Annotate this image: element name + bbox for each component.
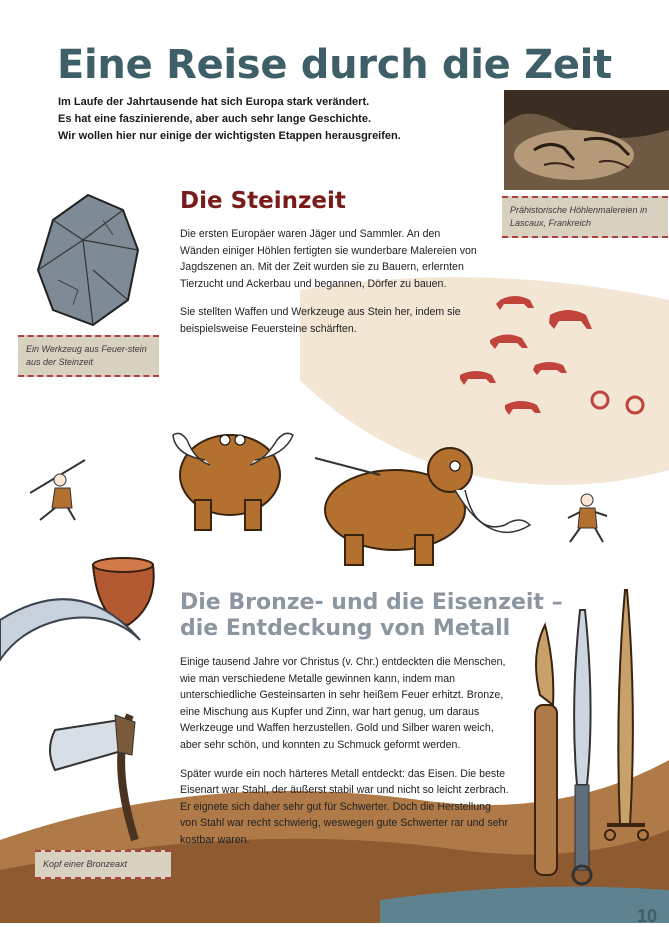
cave-photo (504, 90, 669, 190)
caption-cave-painting: Prähistorische Höhlenmalereien in Lascaux, Frankreich (502, 196, 668, 238)
bronze-axe-icon (40, 700, 150, 850)
bronze-title-line2: die Entdeckung von Metall (180, 615, 511, 641)
page-title: Eine Reise durch die Zeit (57, 42, 612, 88)
bronze-title-line1: Die Bronze- und die Eisenzeit – (180, 590, 563, 615)
intro-line: Im Laufe der Jahrtausende hat sich Europa stark verändert. (58, 96, 370, 108)
caption-bronze-axe: Kopf einer Bronzeaxt (35, 850, 171, 879)
paragraph: Später wurde ein noch härteres Metall entdeckt: das Eisen. Die beste Eisenart war Stahl, der äußerst stabil war und nicht so leicht zerbrach. Er eignete sich daher sehr gut für Schwerter. Doch die Herstellung von Stahl war recht schwierig, weswegen gute Schwerter rar und sehr kostbar waren. (180, 767, 509, 846)
cave-painting-icon (450, 285, 650, 435)
stone-age-title: Die Steinzeit (180, 188, 346, 214)
caption-flint-tool: Ein Werkzeug aus Feuer-stein aus der Steinzeit (18, 335, 159, 377)
paragraph: Die ersten Europäer waren Jäger und Sammler. An den Wänden einiger Höhlen fertigten sie wunderbare Malereien von Jagdszenen an. Mit der Zeit wurden sie zu Bauern, erlernten Tierzucht und Ackerbau und begannen, Dörfer zu bauen. (180, 228, 477, 290)
bronze-age-text (180, 654, 510, 861)
intro-line: Wir wollen hier nur einige der wichtigsten Etappen herausgreifen. (58, 130, 401, 142)
flint-tool-icon (33, 190, 143, 330)
bronze-age-title (180, 590, 563, 642)
intro-line: Es hat eine faszinierende, aber auch sehr lange Geschichte. (58, 113, 372, 125)
stone-age-text (180, 226, 480, 350)
hunter-icon (565, 492, 610, 547)
mammoth-icon (165, 395, 305, 535)
hunter-icon (30, 458, 90, 523)
mammoth-icon (305, 440, 535, 570)
paragraph: Sie stellten Waffen und Werkzeuge aus Stein her, indem sie beispielsweise Feuersteine schärften. (180, 306, 461, 335)
paragraph: Einige tausend Jahre vor Christus (v. Chr.) entdeckten die Menschen, wie man verschiedene Metalle gewinnen kann, indem man unterschiedliche Gesteinsarten in sehr heißem Feuer erhitzt. Bronze, eine Mischung aus Kupfer und Zinn, war hart genug, um daraus Werkzeuge und Waffen herzustellen. Gold und Silber waren weich, aber sehr schön, und konnten zu Schmuck geformt werden. (180, 656, 506, 751)
intro-text (58, 94, 478, 145)
page-number: 10 (636, 906, 657, 926)
